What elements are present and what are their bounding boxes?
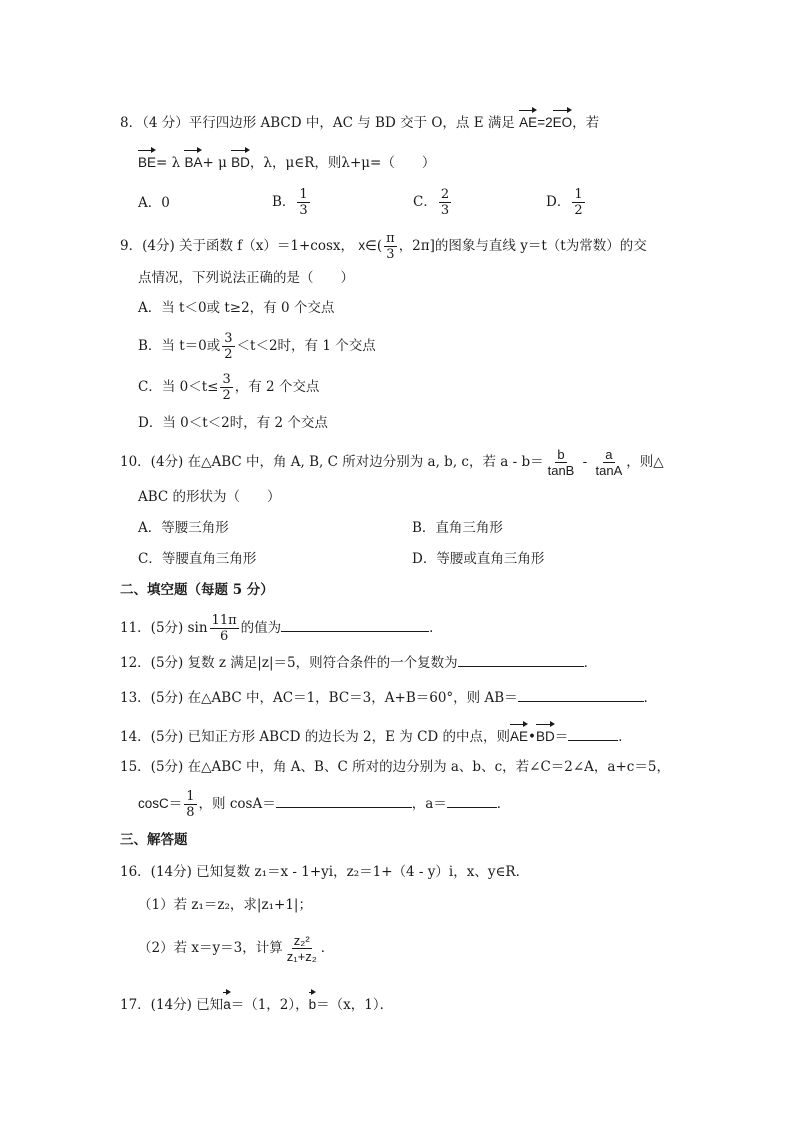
q9-option-d [138, 413, 328, 433]
q9-x-in: x∈ [358, 238, 377, 253]
q10-line1 [120, 448, 664, 477]
fraction-one-half [572, 188, 584, 217]
q16-part1 [138, 895, 312, 915]
q8-eq2: =2 [537, 115, 553, 130]
q9-option-a-text: A．当 t＜0或 t≥2，有 0 个交点 [138, 300, 335, 316]
q17 [120, 990, 393, 1015]
q16-line1 [120, 862, 529, 882]
denominator: 6 [219, 629, 229, 644]
q11-text-b: 的值为 [240, 620, 282, 636]
section-solution-title [120, 830, 188, 850]
q9-text-a: 9．(4分) 关于函数 f（x）＝1+cosx， [120, 238, 355, 254]
vector-b: b [309, 990, 317, 1015]
numerator: 1 [186, 789, 195, 804]
q16-part2 [138, 934, 334, 963]
q8-option-d [546, 188, 587, 217]
numerator: 2 [440, 187, 450, 202]
numerator: 1 [299, 187, 308, 202]
q16-end: ． [320, 940, 335, 956]
q11-end: ． [429, 620, 443, 636]
answer-blank-cosa[interactable] [276, 793, 412, 808]
q14-eq: ＝ [554, 729, 569, 745]
fraction-11pi-6 [210, 614, 239, 643]
q10-text-a: 10．(4分) 在△ABC 中，角 A, B, C 所对边分别为 a, b, c，若 a - b＝ [120, 454, 544, 470]
q11-text: 11．(5分) sin [120, 620, 208, 636]
denominator: 2 [574, 203, 583, 218]
q10-line2 [138, 487, 281, 507]
denominator: 8 [186, 805, 195, 820]
q12-text: 12．(5分) 复数 z 满足|z|＝5，则符合条件的一个复数为 [120, 655, 458, 671]
q10-option-b-text: B．直角三角形 [412, 520, 503, 536]
q15-comma: ，a＝ [411, 796, 447, 812]
answer-blank[interactable] [458, 652, 584, 667]
fraction-two-thirds [439, 188, 451, 217]
q9-option-b-text-b: ＜t＜2时，有 1 个交点 [236, 338, 376, 354]
denominator: tanA [595, 463, 623, 478]
q9-option-c-text-a: C．当 0＜t≤ [138, 379, 219, 395]
q8-ruo: ，若 [572, 115, 600, 131]
q13-text: 13．(5分) 在△ABC 中，AC＝1，BC＝3，A+B＝60°，则 AB＝ [120, 690, 518, 706]
q14-end: ． [618, 729, 632, 745]
q8-line2 [138, 148, 435, 173]
vector-ae: AE [510, 722, 528, 747]
numerator: a [605, 447, 613, 462]
q10-option-a-text: A．等腰三角形 [138, 520, 229, 536]
section-title-text: 二、填空题（每题 5 分） [120, 582, 274, 598]
q14-text: 14．(5分) 已知正方形 ABCD 的边长为 2，E 为 CD 的中点，则 [120, 729, 511, 745]
q10-option-c [138, 549, 256, 569]
vector-be: BE [138, 148, 156, 173]
answer-blank-a[interactable] [447, 793, 497, 808]
numerator: 11π [211, 613, 237, 628]
q10-stem: ABC 的形状为（ ） [138, 489, 281, 505]
q10-option-b [412, 518, 503, 538]
q8-option-d-label: D． [546, 194, 571, 210]
fraction-pi-third [384, 232, 397, 261]
vector-ba: BA [184, 148, 202, 173]
q11 [120, 614, 443, 643]
vector-a: a [223, 990, 231, 1015]
q8-option-b-label: B． [272, 194, 296, 210]
numerator: 3 [222, 372, 231, 387]
q17-end: ＝（x，1）． [316, 997, 394, 1013]
fraction-three-halves [220, 373, 232, 402]
q15-mid: ，则 cosA＝ [198, 796, 276, 812]
denominator: 3 [386, 247, 395, 262]
q8-option-c [413, 188, 453, 217]
q9-open-paren: ( [376, 238, 383, 254]
dot-product-symbol: • [528, 729, 536, 745]
q8-eqlam: = λ [156, 155, 185, 171]
q9-text-b: ]的图象与直线 y＝t（t为常数）的交 [429, 238, 647, 254]
q16-part2-text: （2）若 x＝y＝3，计算 [138, 940, 283, 956]
q9-option-d-text: D．当 0＜t＜2时，有 2 个交点 [138, 415, 328, 431]
q9-line2 [138, 268, 354, 288]
q9-option-c [138, 373, 319, 402]
q8-rest: ，λ，μ∈R，则λ+μ=（ ） [249, 155, 436, 171]
q8-option-b [272, 188, 312, 217]
q10-minus: - [578, 454, 592, 470]
q8-text: 8．（4 分）平行四边形 ABCD 中，AC 与 BD 交于 O，点 E 满足 [120, 115, 515, 131]
q8-option-c-label: C． [413, 194, 437, 210]
q17-mid: ＝（1，2）， [230, 997, 309, 1013]
answer-blank[interactable] [568, 726, 618, 741]
q14 [120, 722, 632, 747]
fraction-b-over-tanb [546, 448, 577, 477]
vector-ae: AE [519, 108, 537, 133]
fraction-z2sq-over-sum [285, 934, 319, 963]
q15-text: 15．(5分) 在△ABC 中，角 A、B、C 所对的边分别为 a、b、c，若∠C＝2∠A，a+c＝5， [120, 759, 670, 775]
q16-text: 16．(14分) 已知复数 z₁＝x - 1+yi，z₂＝1+（4 - y）i，x、y∈R． [120, 864, 530, 880]
fraction-three-halves [222, 332, 234, 361]
answer-blank[interactable] [518, 687, 644, 702]
q15-line2 [138, 790, 510, 819]
denominator: 2 [224, 347, 233, 362]
denominator: tanB [547, 463, 575, 478]
q10-option-d-text: D．等腰或直角三角形 [412, 551, 545, 567]
q9-two-pi: ，2π [398, 238, 430, 254]
q12-end: ． [583, 655, 598, 671]
q10-text-b: ，则△ [626, 454, 664, 470]
fraction-one-eighth [184, 790, 196, 819]
q15-cosc: cosC＝ [138, 796, 183, 811]
numerator: b [557, 447, 565, 462]
q8-plusmu: + μ [202, 155, 232, 171]
vector-bd: BD [536, 722, 555, 747]
numerator: z₂² [293, 933, 310, 948]
q9-line1 [120, 232, 647, 261]
q8-option-a: A．0 [138, 195, 170, 211]
q8-line1 [120, 108, 599, 133]
numerator: 1 [574, 187, 583, 202]
q9-option-b-text-a: B．当 t＝0或 [138, 338, 221, 354]
section-fill-in-title [120, 580, 274, 600]
q13 [120, 687, 657, 708]
fraction-one-third [297, 188, 309, 217]
q15-line1 [120, 757, 670, 777]
q9-option-b [138, 332, 376, 361]
q10-option-c-text: C．等腰直角三角形 [138, 551, 257, 567]
q16-part1-text: （1）若 z₁＝z₂，求|z₁+1|； [138, 897, 312, 913]
q15-end: ． [496, 796, 511, 812]
vector-bd: BD [231, 148, 250, 173]
q9-option-c-text-b: ，有 2 个交点 [234, 379, 320, 395]
q10-option-a [138, 518, 229, 538]
numerator: 3 [224, 331, 233, 346]
section-title-text: 三、解答题 [120, 832, 188, 848]
q13-end: ． [643, 690, 658, 706]
vector-eo: EO [553, 108, 573, 133]
q9-stem: 点情况，下列说法正确的是（ ） [138, 270, 354, 286]
q10-option-d [412, 549, 544, 569]
q12 [120, 652, 597, 673]
numerator: π [386, 231, 395, 246]
q17-text: 17．(14分) 已知 [120, 997, 224, 1013]
answer-blank[interactable] [281, 617, 429, 632]
denominator: 2 [222, 388, 231, 403]
q9-option-a [138, 298, 334, 318]
denominator: 3 [440, 203, 450, 218]
fraction-a-over-tana [594, 448, 625, 477]
denominator: z₁+z₂ [286, 949, 317, 964]
denominator: 3 [299, 203, 308, 218]
